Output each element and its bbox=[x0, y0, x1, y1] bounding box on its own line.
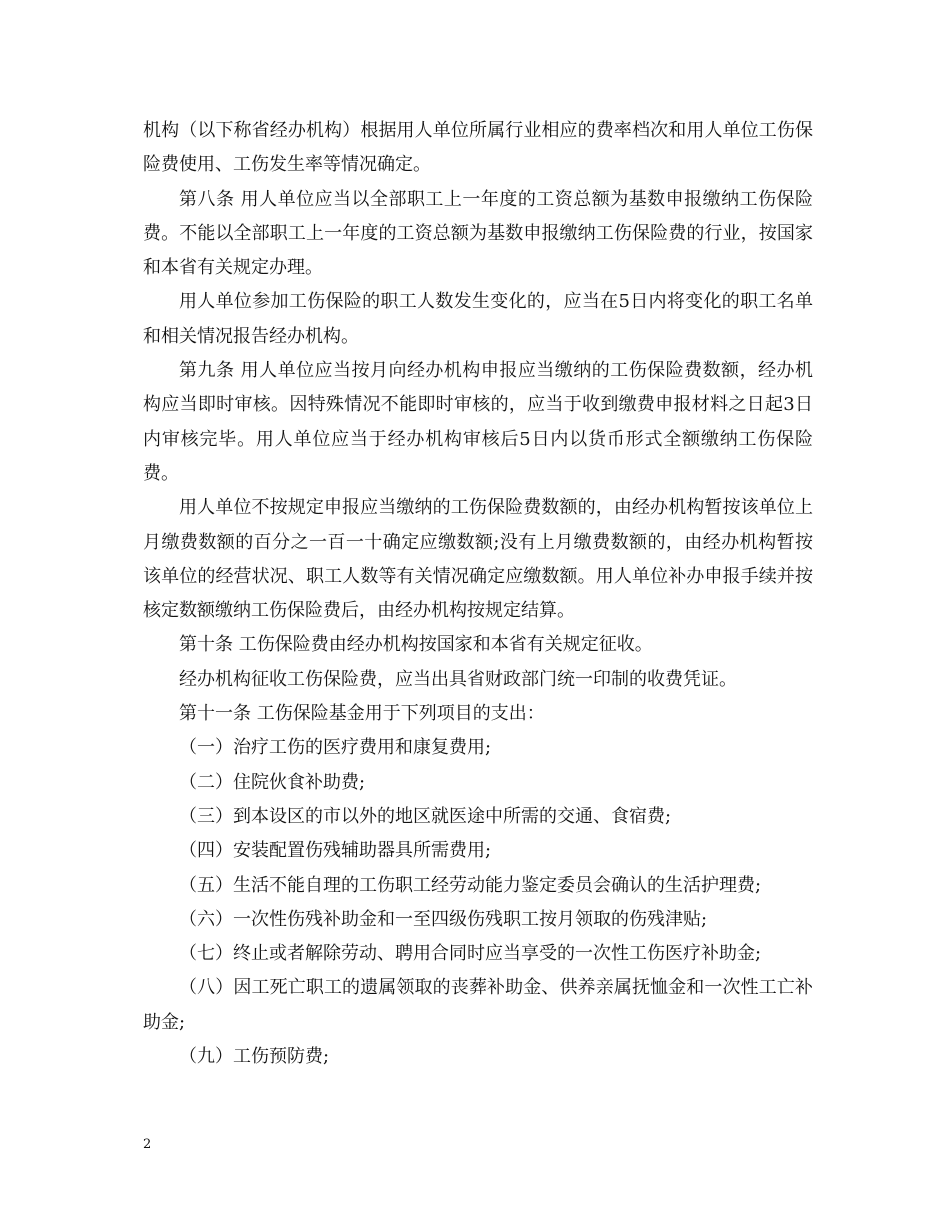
list-item: （六）一次性伤残补助金和一至四级伤残职工按月领取的伤残津贴; bbox=[179, 908, 708, 930]
list-item: （七）终止或者解除劳动、聘用合同时应当享受的一次性工伤医疗补助金; bbox=[179, 943, 762, 965]
list-item: （五）生活不能自理的工伤职工经劳动能力鉴定委员会确认的生活护理费; bbox=[179, 874, 762, 896]
list-item: （三）到本设区的市以外的地区就医途中所需的交通、食宿费; bbox=[179, 805, 672, 827]
list-item: （八）因工死亡职工的遗属领取的丧葬补助金、供养亲属抚恤金和一次性工亡补助金; bbox=[143, 977, 813, 1033]
paragraph: 用人单位参加工伤保险的职工人数发生变化的，应当在5日内将变化的职工名单和相关情况报告经办机构。 bbox=[143, 291, 813, 347]
paragraph: 经办机构征收工伤保险费，应当出具省财政部门统一印制的收费凭证。 bbox=[179, 668, 737, 690]
document-body bbox=[143, 114, 813, 1074]
paragraph: 第八条 用人单位应当以全部职工上一年度的工资总额为基数申报缴纳工伤保险费。不能以全部职工上一年度的工资总额为基数申报缴纳工伤保险费的行业，按国家和本省有关规定办理。 bbox=[143, 188, 813, 279]
list-item: （一）治疗工伤的医疗费用和康复费用; bbox=[179, 737, 492, 759]
paragraph: 用人单位不按规定申报应当缴纳的工伤保险费数额的，由经办机构暂按该单位上月缴费数额的百分之一百一十确定应缴数额;没有上月缴费数额的，由经办机构暂按该单位的经营状况、职工人数等有关情况确定应缴数额。用人单位补办申报手续并按核定数额缴纳工伤保险费后，由经办机构按规定结算。 bbox=[143, 497, 813, 622]
paragraph: 第十一条 工伤保险基金用于下列项目的支出： bbox=[179, 703, 545, 725]
list-item: （二）住院伙食补助费; bbox=[179, 771, 366, 793]
paragraph: 机构（以下称省经办机构）根据用人单位所属行业相应的费率档次和用人单位工伤保险费使用、工伤发生率等情况确定。 bbox=[143, 120, 813, 176]
page-number: 2 bbox=[143, 1137, 152, 1152]
list-item: （四）安装配置伤残辅助器具所需费用; bbox=[179, 840, 492, 862]
paragraph: 第九条 用人单位应当按月向经办机构申报应当缴纳的工伤保险费数额，经办机构应当即时审核。因特殊情况不能即时审核的，应当于收到缴费申报材料之日起3日内审核完毕。用人单位应当于经办机构审核后5日内以货币形式全额缴纳工伤保险费。 bbox=[143, 360, 813, 484]
list-item: （九）工伤预防费; bbox=[179, 1046, 330, 1068]
paragraph: 第十条 工伤保险费由经办机构按国家和本省有关规定征收。 bbox=[179, 634, 653, 656]
